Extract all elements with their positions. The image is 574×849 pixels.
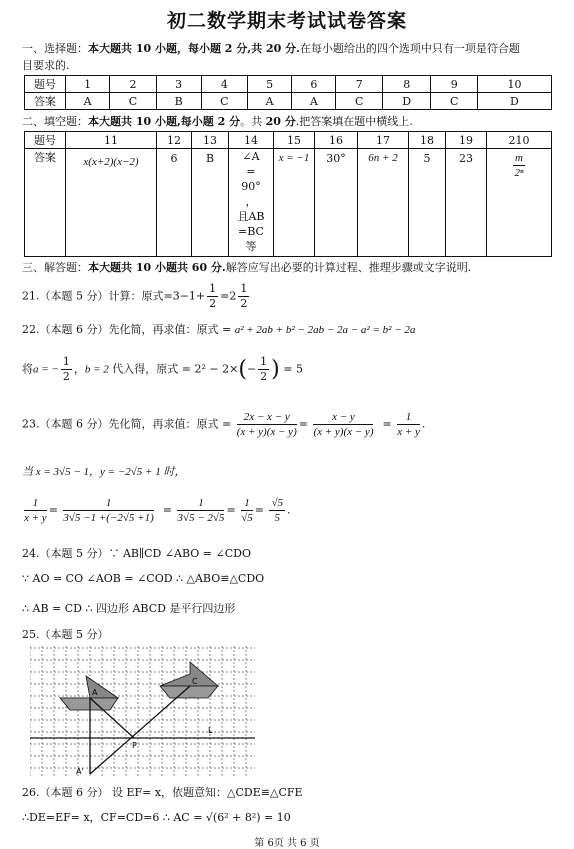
q23-g5: $\frac{√5}{5}$ [271,497,283,524]
answer-14-line-3: 90° [241,180,261,193]
label-a-prime: A' [76,767,84,776]
section-2-mid: 。共 [240,115,266,128]
q23-when: 当 x = 3√5 − 1，y = −2√5 + 1 时， [22,466,186,478]
label-p: P [132,741,137,750]
mc-answer-10: D [477,93,551,110]
mc-number-6: 6 [292,76,336,93]
fill-header-label: 题号 [25,132,66,149]
answer-14-line-2: = [246,165,256,178]
fill-number-19: 19 [446,132,487,149]
mc-answer-4: C [201,93,248,110]
label-l: L [208,726,213,735]
section-3-bold: 本大题共 10 小题共 60 分. [88,261,226,274]
answer-14-line-5: 且AB [237,210,265,223]
mc-number-5: 5 [248,76,292,93]
figure-right-shape [160,662,218,686]
q21-frac: $\frac{1}{2}$ [209,282,217,310]
section-3-prefix: 三、解答题： [22,261,88,274]
answer-19: 23 [459,152,473,165]
q22-line2: 将a = − $\frac{1}{2}$ ，b = 2 代入得，原式 = 2² − 2×(− $\frac{1}{2}$ ) = 5 [22,355,303,383]
mc-header-label: 题号 [25,76,66,93]
section-1-bold: 本大题共 10 小题，每小题 2 分,共 20 分. [88,42,300,55]
figure-left-base [60,698,118,710]
answer-14-line-4: ， [245,195,257,208]
answer-17: 6n + 2 [368,152,398,164]
q21-tail: =2 [220,289,237,303]
mc-number-4: 4 [201,76,248,93]
q23-frac2: $\frac{x - y}{(x + y)(x - y)}$ [313,411,374,438]
fill-number-14: 14 [229,132,274,149]
fill-table [24,131,552,257]
fill-number-16: 16 [315,132,358,149]
figure-left-shape [60,676,118,698]
answer-14-line-7: 等 [245,240,257,253]
section-3-heading [22,259,471,275]
q22-sub-text: 代入得，原式 = 2² − 2× [112,362,239,376]
mc-number-8: 8 [382,76,431,93]
fill-number-18: 18 [409,132,446,149]
figure-right-base [160,686,218,698]
q26-line1: 26.（本题 6 分） 设 EF= x，依题意知：△CDE≌△CFE [22,786,303,799]
q22-line1 [22,321,415,337]
q22-sub-head: 将 [22,362,33,376]
mc-table [24,75,552,110]
q22-sub-a: a = − [33,363,59,376]
answer-20-den: 2ⁿ [514,167,524,179]
section-2-prefix: 二、填空题： [22,115,88,128]
q23-g1: $\frac{1}{x + y}$ [24,497,47,524]
fill-number-13: 13 [192,132,229,149]
answer-16: 30° [326,152,346,165]
section-1-heading [22,40,520,56]
section-3-rest: 解答应写出必要的计算过程、推理步骤或文字说明. [225,261,472,274]
answer-20-num: m [515,152,523,164]
answer-14 [229,149,274,257]
q23-g3: $\frac{1}{3√5 - 2√5}$ [177,497,225,524]
section-1-line2: 目要求的. [22,59,70,72]
mc-answer-label: 答案 [25,93,66,110]
q24-line1: 24.（本题 5 分）∵ AB∥CD ∠ABO = ∠CDO [22,547,251,560]
q24-line2: ∵ AO = CO ∠AOB = ∠COD ∴ △ABO≌△CDO [22,572,265,585]
mc-answer-6: A [292,93,336,110]
q22-head: 22.（本题 6 分）先化简，再求值：原式 = [22,323,232,336]
fill-number-17: 17 [358,132,409,149]
mc-answer-1: A [66,93,110,110]
q22-frac-b: $\frac{1}{2}$ [260,355,268,383]
answer-14-line-1: ∠A [242,150,260,163]
answer-11: x(x+2)(x−2) [83,156,139,168]
section-2-bold2: 20 分 [265,115,296,128]
fill-number-11: 11 [66,132,157,149]
page-footer: 第 6页 共 6 页 [254,838,320,849]
answer-20 [513,151,525,180]
q23-g4: $\frac{1}{√5}$ [241,497,253,524]
q23-g2: $\frac{1}{3√5 -1 +(-2√5 +1)}$ [63,497,154,524]
mc-answer-5: A [248,93,292,110]
q21-frac2: $\frac{1}{2}$ [240,282,248,310]
mc-number-1: 1 [66,76,110,93]
fill-number-15: 15 [274,132,315,149]
q21 [22,282,251,311]
q22-expr: a² + 2ab + b² − 2ab − 2a − a² = b² − 2a [234,324,416,336]
mc-number-10: 10 [477,76,551,93]
q22-frac-a: $\frac{1}{2}$ [62,355,70,383]
answer-14-line-6: =BC [238,225,264,238]
mc-answer-7: C [336,93,383,110]
answer-12: 6 [170,152,178,165]
q23-head: 23.（本题 6 分）先化简，再求值：原式 = [22,417,232,431]
q25-grid-figure [30,646,255,776]
q23-frac1: $\frac{2x - x - y}{(x + y)(x - y)}$ [236,411,297,438]
fill-number-12: 12 [157,132,192,149]
section-2-heading [22,113,413,129]
mc-number-2: 2 [110,76,157,93]
mc-number-9: 9 [431,76,478,93]
q22-sub-mid: ， [73,362,85,376]
mc-number-3: 3 [156,76,201,93]
label-c: C [192,677,198,686]
q23-line3: $\frac{1}{x + y}$ = $\frac{1}{3√5 -1 +(-2√5 +1)}$ = $\frac{1}{3√5 - 2√5}$ = $\frac{1}{√5}$ = $\frac{√5}{5}$ . [24,497,291,524]
answer-13: B [205,152,215,165]
section-1-prefix: 一、选择题： [22,42,88,55]
q24-line3: ∴ AB = CD ∴ 四边形 ABCD 是平行四边形 [22,602,236,615]
q23-line1: 23.（本题 6 分）先化简，再求值：原式 = $\frac{2x - x - y}{(x + y)(x - y)}$ = $\frac{x - y}{(x + y)(x - y)}$ = $\frac{1}{x + y}$ . [22,411,426,438]
section-2-rest: .把答案填在题中横线上. [295,115,413,128]
mc-answer-9: C [431,93,478,110]
q22-sub-tail: = 5 [283,362,303,376]
q26-line2: ∴DE=EF= x，CF=CD=6 ∴ AC = √(6² + 8²) = 10 [22,811,291,824]
mc-answer-2: C [110,93,157,110]
mc-answer-3: B [156,93,201,110]
q23-frac3: $\frac{1}{x + y}$ [397,411,420,438]
q22-sub-b: b = 2 [84,363,109,376]
section-2-bold1: 本大题共 10 小题,每小题 2 分 [88,115,241,128]
fill-number-20: 210 [487,132,552,149]
fill-answer-label: 答案 [25,149,66,257]
mc-answer-8: D [382,93,431,110]
q25-head: 25.（本题 5 分） [22,628,109,641]
q21-head: 21.（本题 5 分）计算：原式=3−1+ [22,289,206,303]
mc-number-7: 7 [336,76,383,93]
label-a: A [92,688,98,697]
section-1-rest: 在每小题给出的四个选项中只有一项是符合题 [299,42,520,55]
answer-18: 5 [423,152,431,165]
page-title: 初二数学期末考试试卷答案 [166,10,407,32]
answer-15: x = −1 [278,152,310,164]
